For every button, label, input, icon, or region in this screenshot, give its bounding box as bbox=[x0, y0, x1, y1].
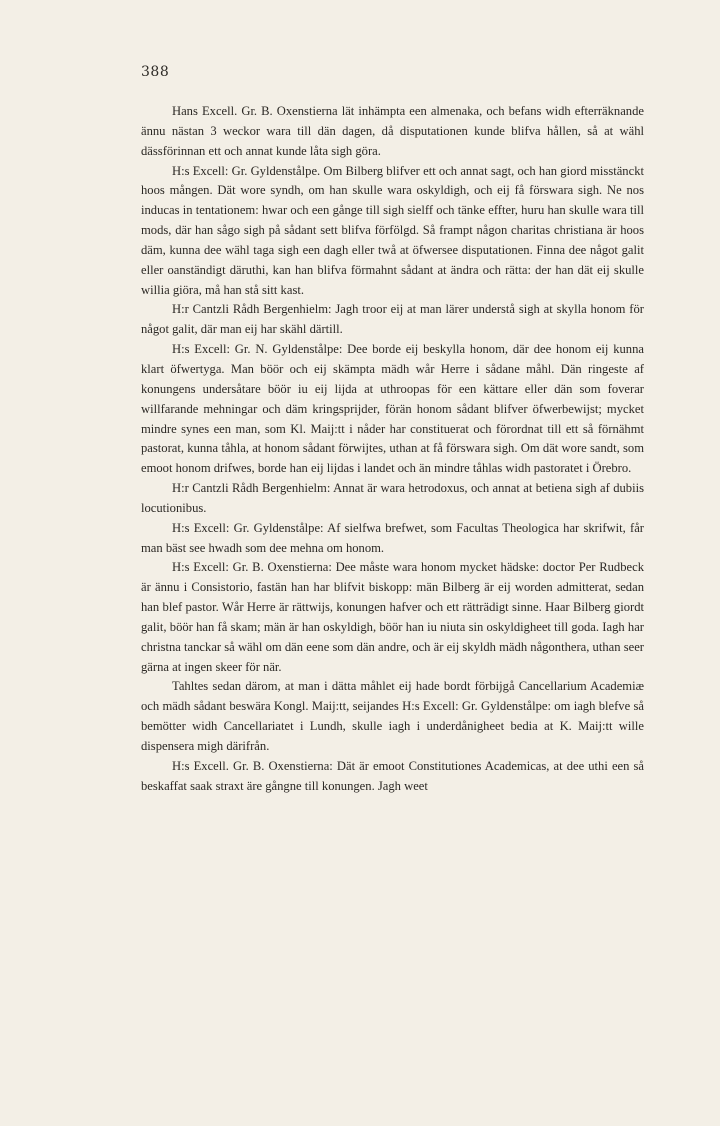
paragraph: Tahltes sedan därom, at man i dätta måhlet eij hade bordt förbijgå Cancellarium Academiæ och mädh sådant beswära Kongl. Maij:tt, seijandes H:s Excell: Gr. Gyldenstålpe: om iagh blefve så bemötter widh Cancellariatet i Lundh, skulle iagh i underdånigheet bedia at K. Maij:tt wille dispensera migh därifrån. bbox=[141, 679, 644, 753]
paragraph: H:s Excell: Gr. N. Gyldenstålpe: Dee borde eij beskylla honom, där dee honom eij kunna klart öfwertyga. Man böör och eij skämpta mädh wår Herre i sådane måhl. Dän ringeste af konungens undersåtare böör iu eij lijda at uthroopas för een kättare eller dän som foverar willfarande mehningar och däm kringsprijder, förän honom sådant blifver öfwerbewijst; mycket mindre synes een man, som Kl. Maij:tt i nåder har constituerat och förordnat till ett så förnähmt pastorat, kunna tåhla, at honom sådant förwijtes, uthan at få förswara sigh. Om dät wore sandt, som emoot honom drifwes, borde han eij lijdas i landet och än mindre tåhlas widh pastoratet i Örebro. bbox=[141, 342, 644, 476]
paragraph: H:r Cantzli Rådh Bergenhielm: Annat är wara hetrodoxus, och annat at betiena sigh af dubiis locutionibus. bbox=[141, 481, 644, 515]
paragraph: H:s Excell: Gr. Gyldenstålpe: Af sielfwa brefwet, som Facultas Theologica har skrifwit, får man bäst see hwadh som dee mehna om honom. bbox=[141, 520, 644, 555]
paragraph: H:r Cantzli Rådh Bergenhielm: Jagh troor eij at man lärer understå sigh at skylla honom för något galit, där man eij har skähl därtill. bbox=[141, 302, 644, 337]
paragraph: H:s Excell: Gr. B. Oxenstierna: Dee måste wara honom mycket hädske: doctor Per Rudbeck är ännu i Consistorio, fastän han har blifvit biskopp: män Bilberg är eij worden admitterat, sedan han blef pastor. Wår Herre är rättwijs, konungen hafver och ett rätträdigt sinne. Haar Bilberg giordt galit, böör han få skam; män är han oskyldigh, böör han iu niuta sin oskyldigheet till goda. Iagh har christna tanckar så wähl om dän eene som dän andre, och är eij skyldh mädh någonthera, uthan seer gärna at ingen skeer för när. bbox=[141, 560, 644, 674]
text-body bbox=[141, 102, 644, 797]
paragraph: H:s Excell. Gr. B. Oxenstierna: Dät är emoot Constitutiones Academicas, at dee uthi een så beskaffat saak straxt äre gångne till konungen. Jagh weet bbox=[141, 758, 644, 793]
paragraph: Hans Excell. Gr. B. Oxenstierna lät inhämpta een almenaka, och befans widh efterräknande ännu nästan 3 weckor wara till dän dagen, då disputationen kunde blifva hållen, så at wähl dässförinnan ett och annat kunde låta sigh göra. bbox=[141, 104, 644, 158]
page-number: 388 bbox=[141, 64, 170, 80]
paragraph: H:s Excell: Gr. Gyldenstålpe. Om Bilberg blifver ett och annat sagt, och han giord misstänckt hoos mången. Dät wore syndh, om han skulle wara oskyldigh, och eij få förswara sigh. Ne nos inducas in tentationem: hwar och een gånge till sigh sielff och tänke effter, huru han skulle wara till mods, där han sågo sigh på sådant sett blifva förfölgd. Så frampt någon charitas christiana är hoos däm, kunna dee wähl taga sigh een dagh eller twå at öfwersee disputationen. Finna dee något galit eller oanständigt däruthi, kan han blifva förmahnt sådant at ändra och rätta: der han dät eij skulle willia giöra, må han stå sitt kast. bbox=[141, 163, 644, 297]
